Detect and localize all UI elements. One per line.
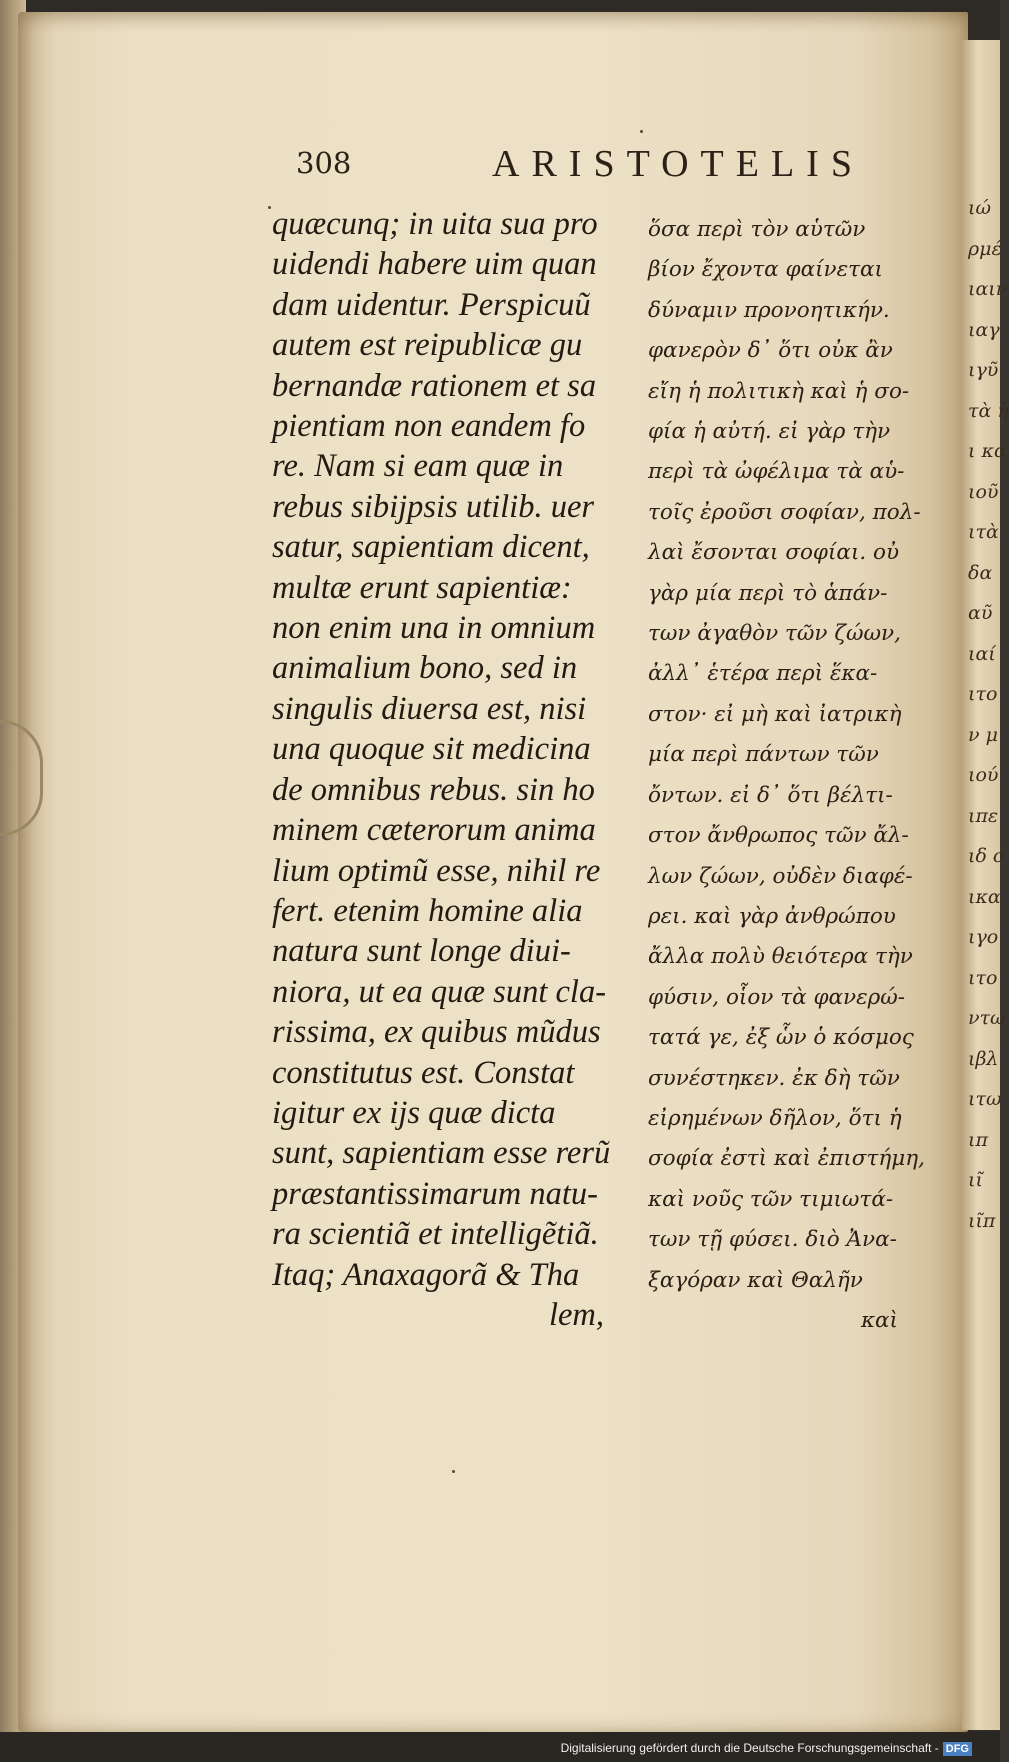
latin-text-line: multæ erunt sapientiæ: (272, 569, 572, 606)
facing-page-fragment: τὰ ἡ (968, 399, 1009, 422)
greek-text-line: εἰρημένων δῆλον, ὅτι ἡ (648, 1105, 902, 1131)
latin-text-line: fert. etenim homine alia (272, 892, 583, 929)
credit-text: Digitalisierung gefördert durch die Deutsche Forschungsgemeinschaft - (560, 1741, 939, 1755)
latin-text-line: igitur ex ijs quæ dicta (272, 1094, 556, 1131)
greek-text-line: γὰρ μία περὶ τὸ ἁπάν- (648, 580, 888, 606)
latin-text-line: rissima, ex quibus mũdus (272, 1014, 601, 1051)
page-header (296, 143, 864, 196)
latin-text-line: singulis diuersa est, nisi (272, 690, 587, 727)
greek-text-line: φανερὸν δ᾽ ὅτι οὐκ ἂν (648, 338, 893, 364)
latin-text-line: quæcunq; in uita sua pro (272, 206, 598, 242)
latin-text-line: lem, (548, 1296, 604, 1333)
facing-page-fragment: ιού (968, 764, 999, 786)
greek-text-line: περὶ τὰ ὠφέλιμα τὰ αὑ- (648, 459, 905, 485)
facing-page-fragment: ιτω (968, 1088, 1002, 1110)
greek-text-line: εἴη ἡ πολιτικὴ καὶ ἡ σο- (648, 378, 910, 404)
facing-page-fragment: αῦ (968, 602, 993, 624)
latin-text-line: dam uidentur. Perspicuũ (272, 286, 591, 323)
greek-text-line: λαὶ ἔσονται σοφίαι. οὐ (648, 540, 900, 566)
greek-text-line: φία ἡ αὐτή. εἰ γὰρ τὴν (648, 419, 891, 445)
latin-text-line: uidendi habere uim quan (272, 246, 597, 283)
facing-page-fragment: ιοῦ (968, 480, 999, 503)
facing-page-fragment: ντω (968, 1007, 1006, 1029)
latin-text-line: niora, ut ea quæ sunt cla- (272, 973, 607, 1010)
facing-page-fragment: ρμέ (968, 237, 1002, 260)
latin-text-line: lium optimũ esse, nihil re (272, 852, 601, 889)
greek-text-line: φύσιν, οἷον τὰ φανερώ- (648, 984, 906, 1010)
facing-page-text (962, 40, 1009, 1241)
scan-footer-bar (0, 1732, 1000, 1762)
facing-page-fragment: ιπε (968, 804, 999, 827)
greek-text-line: σοφία ἐστὶ καὶ ἐπιστήμη, (648, 1146, 925, 1172)
greek-text-line: ὄντων. εἰ δ᾽ ὅτι βέλτι- (648, 782, 893, 808)
greek-text-line: λων ζώων, οὐδὲν διαφέ- (648, 863, 913, 889)
ink-speck (640, 130, 643, 133)
running-title: ARISTOTELIS (492, 143, 864, 185)
digitization-credit (561, 1741, 972, 1756)
facing-page-fragment: ι κα (968, 440, 1007, 462)
latin-text-line: autem est reipublicæ gu (272, 327, 583, 364)
latin-text-line: sunt, sapientiam esse rerũ (272, 1135, 611, 1172)
dfg-logo: DFG (943, 1742, 972, 1756)
greek-text-line: καὶ νοῦς τῶν τιμιωτά- (648, 1186, 894, 1212)
latin-text-line: rebus sibijpsis utilib. uer (272, 488, 595, 525)
page-number: 308 (296, 146, 352, 180)
facing-page-fragment: ιαιν (968, 278, 1008, 300)
latin-text-line: natura sunt longe diui- (272, 933, 571, 970)
latin-text-line: re. Nam si eam quæ in (272, 448, 564, 485)
latin-text-line: constitutus est. Constat (272, 1054, 575, 1091)
latin-text-line: non enim una in omnium (272, 610, 596, 647)
facing-page-fragment: ιῖπ (968, 1209, 996, 1232)
greek-column (648, 210, 958, 1341)
facing-page-fragment: ιδ ο (968, 845, 1005, 867)
latin-text-line: una quoque sit medicina (272, 731, 591, 768)
latin-text-line: bernandæ rationem et sa (272, 367, 597, 404)
facing-page-fragment: ιτὰ (968, 521, 999, 543)
greek-text-line: τατά γε, ἐξ ὧν ὁ κόσμος (648, 1025, 914, 1051)
facing-page-fragment: ν μ (968, 723, 998, 746)
facing-page-fragment: ικα (968, 885, 1001, 908)
greek-text-line: στον· εἰ μὴ καὶ ἰατρικὴ (648, 701, 902, 727)
latin-text-line: de omnibus rebus. sin ho (272, 771, 595, 808)
greek-text-line: ὅσα περὶ τὸν αὑτῶν (648, 217, 866, 242)
facing-page-fragment: ιτο (968, 966, 998, 989)
facing-page-fragment: ιαί (968, 642, 996, 665)
facing-page-edge (962, 40, 1009, 1730)
facing-page-fragment: ιγῦ (968, 359, 999, 381)
facing-page-fragment: ιγο (968, 926, 999, 948)
latin-text-line: animalium bono, sed in (272, 650, 578, 687)
ink-speck (268, 206, 271, 209)
latin-column (272, 204, 622, 1335)
greek-text-line: των τῇ φύσει. διὸ Ἀνα- (648, 1227, 897, 1253)
latin-text-line: præstantissimarum natu- (272, 1175, 598, 1212)
greek-text-line: στον ἄνθρωπος τῶν ἄλ- (648, 823, 909, 849)
facing-page-fragment: ιπ (968, 1128, 988, 1151)
latin-text-line: ra scientiã et intelligẽtiã. (272, 1216, 599, 1253)
greek-text-line: ἄλλα πολὺ θειότερα τὴν (648, 944, 913, 970)
facing-page-fragment: ιτο (968, 683, 998, 705)
greek-text-line: δύναμιν προνοητικήν. (648, 297, 890, 323)
latin-text-line: minem cæterorum anima (272, 812, 596, 849)
ink-speck (452, 1470, 455, 1473)
greek-text-line: ρει. καὶ γὰρ ἀνθρώπου (648, 903, 896, 929)
facing-page-fragment: ιαγ (968, 318, 1000, 341)
greek-text-line: των ἀγαθὸν τῶν ζώων, (648, 621, 901, 647)
greek-text-line: βίον ἔχοντα φαίνεται (648, 257, 883, 283)
facing-page-fragment: ιώ (968, 197, 991, 219)
greek-text-line: συνέστηκεν. ἐκ δὴ τῶν (648, 1065, 900, 1091)
greek-text-line: μία περὶ πάντων τῶν (648, 742, 879, 768)
facing-page-fragment: ιβλ (968, 1047, 999, 1070)
greek-text-line: τοῖς ἐροῦσι σοφίαν, πολ- (648, 499, 921, 525)
facing-page-fragment: ιῖ (968, 1169, 983, 1191)
latin-text-line: pientiam non eandem fo (272, 408, 586, 445)
greek-text-line: καὶ (860, 1307, 898, 1333)
facing-page-fragment: δα (968, 561, 993, 584)
latin-text-line: satur, sapientiam dicent, (272, 529, 590, 566)
latin-text-line: Itaq; Anaxagorã & Tha (272, 1256, 580, 1293)
greek-text-line: ξαγόραν καὶ Θαλῆν (648, 1267, 863, 1293)
greek-text-line: ἀλλ᾽ ἑτέρα περὶ ἕκα- (648, 661, 878, 687)
